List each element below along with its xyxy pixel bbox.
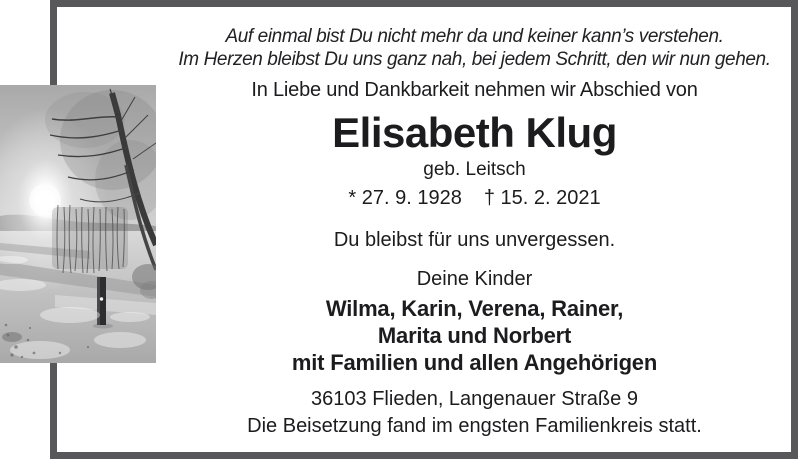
mourners-line-1: Wilma, Karin, Verena, Rainer, — [325, 296, 624, 321]
remembrance-line: Du bleibst für uns unvergessen. — [333, 229, 616, 251]
winter-landscape-illustration — [0, 85, 156, 363]
verse-line-2: Im Herzen bleibst Du uns ganz nah, bei jedem Schritt, den wir nun gehen. — [178, 49, 771, 70]
address-line: 36103 Flieden, Langenauer Straße 9 — [311, 388, 638, 410]
farewell-intro: In Liebe und Dankbarkeit nehmen wir Abschied von — [251, 79, 698, 101]
verse-line-1: Auf einmal bist Du nicht mehr da und keiner kann’s verstehen. — [225, 26, 724, 47]
funeral-note: Die Beisetzung fand im engsten Familienkreis statt. — [247, 415, 702, 437]
memorial-verse — [156, 25, 793, 71]
mourners-line-3: mit Familien und allen Angehörigen — [291, 350, 658, 375]
memorial-photo — [0, 85, 156, 363]
mourners-line-2: Marita und Norbert — [377, 323, 572, 348]
life-dates — [156, 188, 793, 208]
birth-date: * 27. 9. 1928 — [348, 187, 462, 209]
death-date: † 15. 2. 2021 — [483, 187, 601, 209]
deceased-name: Elisabeth Klug — [332, 109, 617, 156]
notice-content — [156, 0, 793, 436]
mourners-intro: Deine Kinder — [416, 268, 533, 290]
birth-name: geb. Leitsch — [423, 159, 526, 180]
mourners-names — [156, 295, 793, 376]
